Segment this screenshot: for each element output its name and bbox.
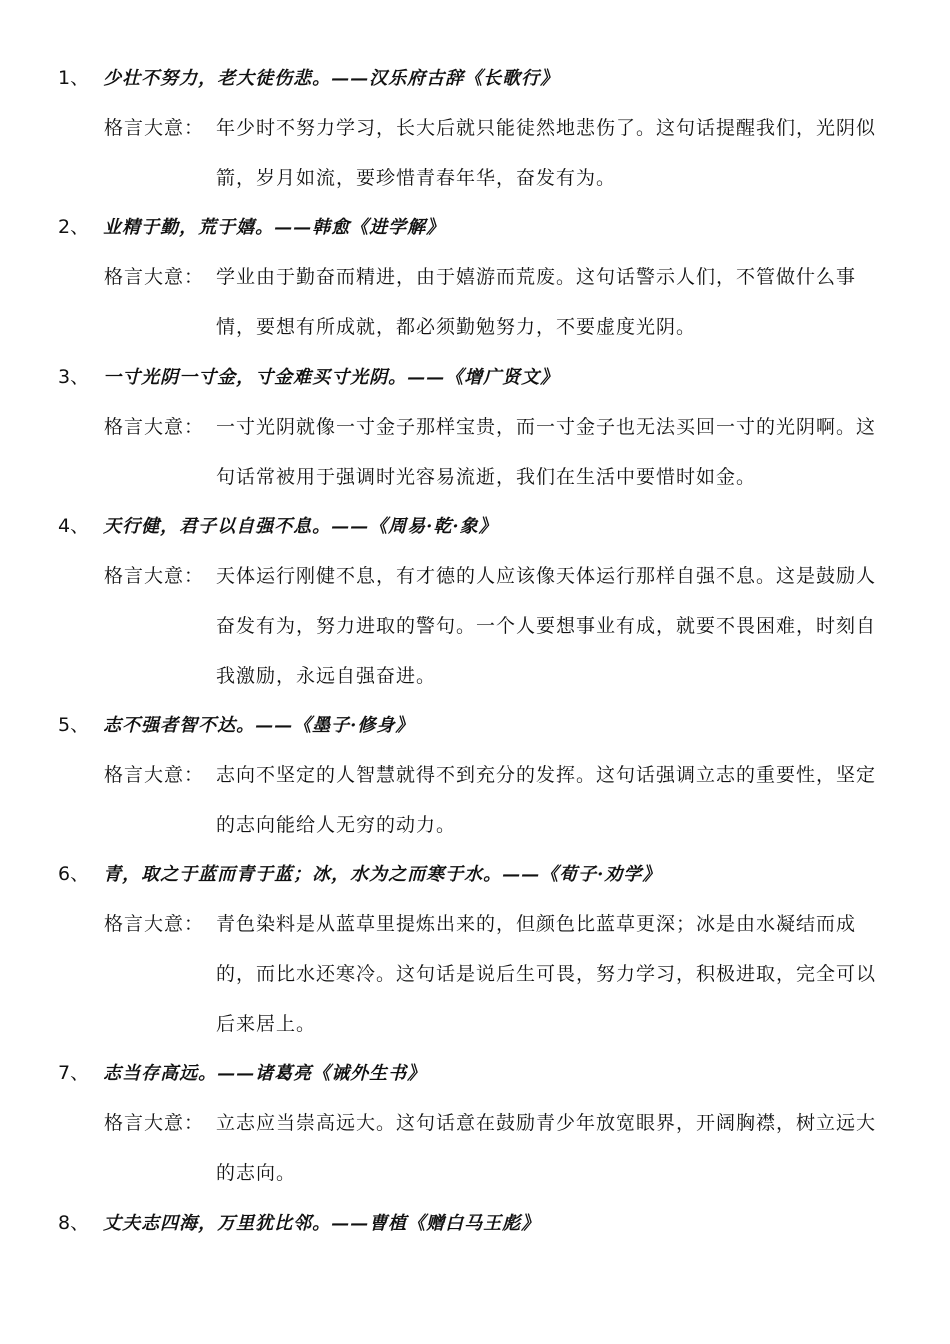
explanation-text: 青色染料是从蓝草里提炼出来的，但颜色比蓝草更深；冰是由水凝结而成的，而比水还寒冷。这句话是说后生可畏，努力学习，积极进取，完全可以后来居上。 — [216, 913, 877, 1035]
proverb-quote: 一寸光阴一寸金，寸金难买寸光阴。——《增广贤文》 — [103, 367, 560, 388]
proverb-number: 3、 — [58, 366, 90, 388]
proverb-heading — [58, 1208, 540, 1238]
explanation-text: 天体运行刚健不息，有才德的人应该像天体运行那样自强不息。这是鼓励人奋发有为，努力进取的警句。一个人要想事业有成，就要不畏困难，时刻自我激励，永远自强奋进。 — [216, 565, 877, 687]
proverb-quote: 志不强者智不达。——《墨子·修身》 — [103, 715, 415, 736]
proverb-quote: 少壮不努力，老大徒伤悲。——汉乐府古辞《长歌行》 — [103, 68, 560, 89]
explanation-label: 格言大意： — [104, 1112, 205, 1134]
proverb-heading — [58, 212, 445, 242]
proverb-number: 6、 — [58, 863, 90, 885]
proverb-number: 1、 — [58, 67, 90, 89]
proverb-number: 8、 — [58, 1212, 90, 1234]
explanation-label: 格言大意： — [104, 266, 205, 288]
proverb-number: 7、 — [58, 1062, 90, 1084]
proverb-heading — [58, 710, 414, 740]
explanation-label: 格言大意： — [104, 565, 205, 587]
proverb-heading — [58, 859, 661, 889]
explanation-text: 学业由于勤奋而精进，由于嬉游而荒废。这句话警示人们，不管做什么事情，要想有所成就，都必须勤勉努力，不要虚度光阴。 — [216, 266, 857, 338]
explanation-label: 格言大意： — [104, 117, 205, 139]
proverb-quote: 业精于勤，荒于嬉。——韩愈《进学解》 — [103, 217, 446, 238]
explanation-label: 格言大意： — [104, 764, 205, 786]
proverb-number: 5、 — [58, 714, 90, 736]
proverb-quote: 丈夫志四海，万里犹比邻。——曹植《赠白马王彪》 — [103, 1213, 541, 1234]
explanation-text: 立志应当崇高远大。这句话意在鼓励青少年放宽眼界，开阔胸襟，树立远大的志向。 — [216, 1112, 877, 1184]
proverb-heading — [58, 1058, 426, 1088]
proverb-number: 2、 — [58, 216, 90, 238]
proverb-quote: 青，取之于蓝而青于蓝；冰，水为之而寒于水。——《荀子·劝学》 — [103, 864, 662, 885]
proverb-heading — [58, 63, 559, 93]
explanation-text: 志向不坚定的人智慧就得不到充分的发挥。这句话强调立志的重要性，坚定的志向能给人无穷的动力。 — [216, 764, 877, 836]
explanation-text: 年少时不努力学习，长大后就只能徒然地悲伤了。这句话提醒我们，光阴似箭，岁月如流，要珍惜青春年华，奋发有为。 — [216, 117, 877, 189]
explanation-label: 格言大意： — [104, 416, 205, 438]
explanation-text: 一寸光阴就像一寸金子那样宝贵，而一寸金子也无法买回一寸的光阴啊。这句话常被用于强调时光容易流逝，我们在生活中要惜时如金。 — [216, 416, 877, 488]
proverb-heading — [58, 362, 559, 392]
explanation-label: 格言大意： — [104, 913, 205, 935]
proverb-heading — [58, 511, 498, 541]
proverb-quote: 志当存高远。——诸葛亮《诫外生书》 — [103, 1063, 427, 1084]
proverb-number: 4、 — [58, 515, 90, 537]
proverb-quote: 天行健，君子以自强不息。——《周易·乾·象》 — [103, 516, 498, 537]
